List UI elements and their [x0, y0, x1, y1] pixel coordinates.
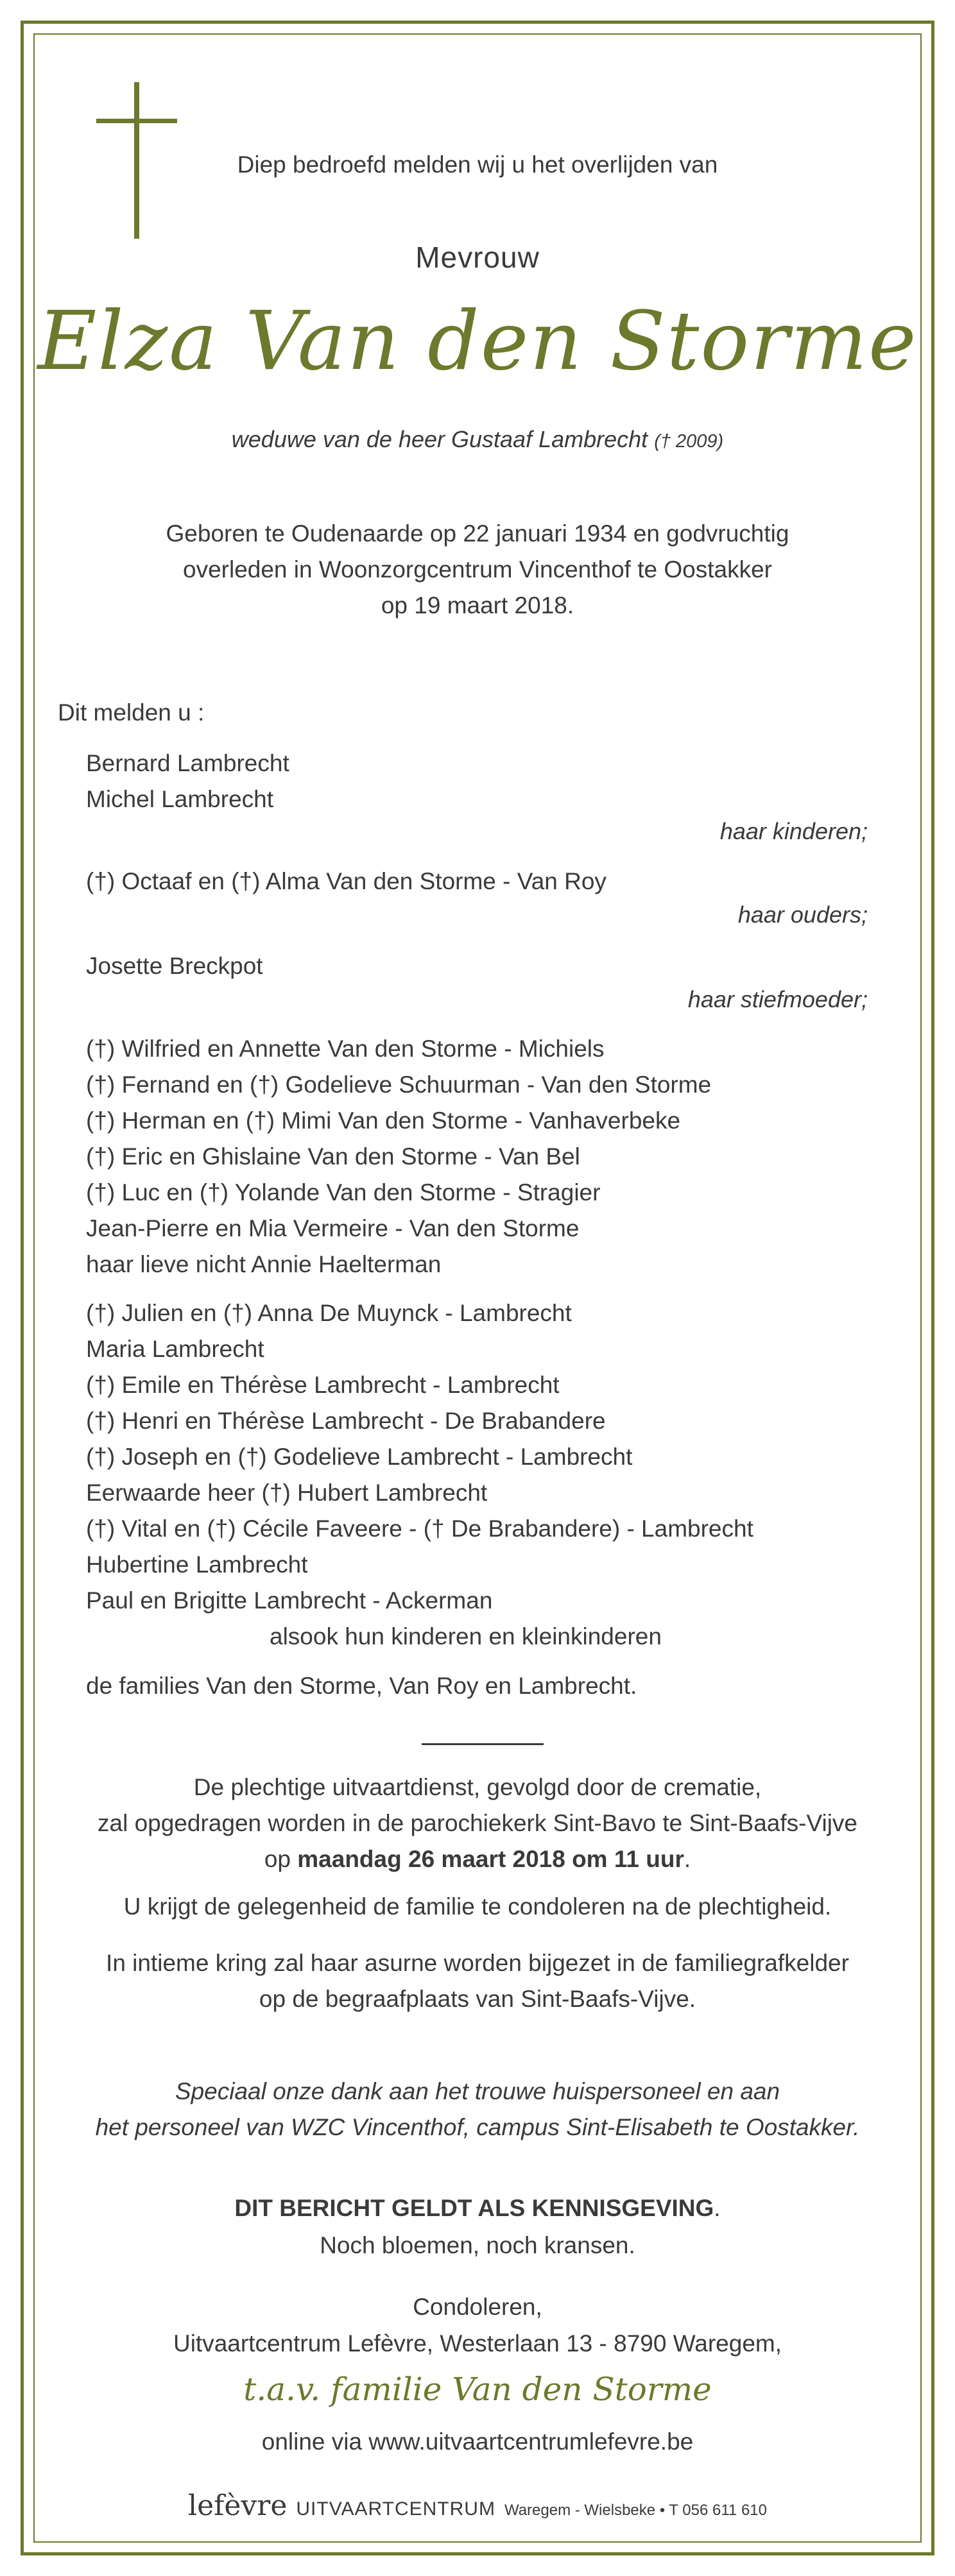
funeral-date: maandag 26 maart 2018 om 11 uur: [297, 1846, 684, 1872]
thanks-line: het personeel van WZC Vincenthof, campus Sint-Elisabeth te Oostakker.: [95, 2114, 860, 2140]
divider: [422, 1743, 544, 1745]
brand-logo: lefèvre: [188, 2489, 288, 2522]
deceased-name: Elza Van den Storme: [37, 294, 918, 388]
inlaws-list: [86, 1295, 882, 1619]
list-item: (†) Eric en Ghislaine Van den Storme - Van Bel: [86, 1143, 580, 1170]
burial-line: op de begraafplaats van Sint-Baafs-Vijve.: [259, 1986, 696, 2012]
online-link[interactable]: online via www.uitvaartcentrumlefevre.be: [261, 2428, 694, 2455]
parents-role: haar ouders;: [737, 901, 868, 928]
funeral-line: De plechtige uitvaartdienst, gevolgd door de crematie,: [193, 1774, 762, 1800]
thanks-block: [33, 2074, 922, 2145]
list-item: Bernard Lambrecht: [86, 750, 289, 776]
brand-subtitle: UITVAARTCENTRUM: [296, 2498, 495, 2520]
title: Mevrouw: [415, 241, 540, 274]
intro-text: Diep bedroefd melden wij u het overlijden van: [237, 151, 718, 178]
footer-logo: [33, 2489, 922, 2522]
parents-list: [86, 864, 882, 900]
condoleren-label: Condoleren,: [413, 2294, 542, 2320]
burial-block: [33, 1945, 922, 2017]
birth-line: op 19 maart 2018.: [381, 592, 574, 618]
list-item: Maria Lambrecht: [86, 1336, 264, 1362]
announce-text: Dit melden u :: [58, 699, 205, 726]
list-item: Michel Lambrecht: [86, 786, 274, 812]
list-item: (†) Wilfried en Annette Van den Storme - Michiels: [86, 1036, 605, 1062]
widow-line: [33, 426, 922, 453]
widow-text: weduwe van de heer Gustaaf Lambrecht: [231, 426, 648, 452]
list-item: (†) Herman en (†) Mimi Van den Storme - Vanhaverbeke: [86, 1107, 681, 1134]
list-item: de families Van den Storme, Van Roy en Lambrecht.: [86, 1673, 637, 1699]
list-item: (†) Octaaf en (†) Alma Van den Storme - Van Roy: [86, 868, 607, 894]
list-item: (†) Julien en (†) Anna De Muynck - Lambrecht: [86, 1300, 572, 1326]
widow-year: († 2009): [654, 431, 724, 452]
list-item: Paul en Brigitte Lambrecht - Ackerman: [86, 1587, 493, 1614]
children-role: haar kinderen;: [719, 818, 868, 844]
list-item: (†) Joseph en (†) Godelieve Lambrecht - Lambrecht: [86, 1444, 633, 1470]
stepmother-role: haar stiefmoeder;: [687, 986, 868, 1012]
stepmother-list: [86, 948, 882, 984]
list-item: (†) Luc en (†) Yolande Van den Storme - Stragier: [86, 1179, 601, 1206]
funeral-date-line: [33, 1841, 922, 1877]
list-item: Eerwaarde heer (†) Hubert Lambrecht: [86, 1480, 488, 1506]
notice-suffix: .: [714, 2195, 721, 2221]
list-item: haar lieve nicht Annie Haelterman: [86, 1251, 442, 1277]
list-item: (†) Vital en (†) Cécile Faveere - († De Brabandere) - Lambrecht: [86, 1515, 753, 1542]
funeral-line: zal opgedragen worden in de parochiekerk Sint-Bavo te Sint-Baafs-Vijve: [98, 1810, 857, 1836]
list-item: Josette Breckpot: [86, 953, 263, 979]
no-flowers-text: Noch bloemen, noch kransen.: [320, 2232, 635, 2258]
siblings-list: [86, 1031, 882, 1283]
notice-text: DIT BERICHT GELDT ALS KENNISGEVING: [234, 2195, 714, 2221]
notice-line: [33, 2190, 922, 2226]
list-item: (†) Emile en Thérèse Lambrecht - Lambrecht: [86, 1372, 560, 1398]
also-line: alsook hun kinderen en kleinkinderen: [270, 1623, 662, 1650]
funeral-date-suffix: .: [684, 1846, 691, 1872]
brand-contact: Waregem - Wielsbeke • T 056 611 610: [504, 2502, 767, 2519]
list-item: Hubertine Lambrecht: [86, 1551, 308, 1578]
list-item: (†) Fernand en (†) Godelieve Schuurman - Van den Storme: [86, 1071, 712, 1098]
birth-line: overleden in Woonzorgcentrum Vincenthof te Oostakker: [183, 556, 772, 583]
birth-line: Geboren te Oudenaarde op 22 januari 1934 en godvruchtig: [166, 520, 789, 547]
condolence-text: U krijgt de gelegenheid de familie te condoleren na de plechtigheid.: [123, 1893, 832, 1920]
inner-border: [33, 33, 922, 2543]
funeral-block: [33, 1770, 922, 1877]
list-item: Jean-Pierre en Mia Vermeire - Van den Storme: [86, 1215, 580, 1241]
families-line: [86, 1668, 882, 1704]
tav-line: t.a.v. familie Van den Storme: [243, 2371, 712, 2408]
list-item: (†) Henri en Thérèse Lambrecht - De Brabandere: [86, 1408, 606, 1434]
birth-block: [33, 516, 922, 624]
condoleren-address: Uitvaartcentrum Lefèvre, Westerlaan 13 - 8790 Waregem,: [173, 2330, 782, 2357]
children-list: [86, 746, 882, 817]
burial-line: In intieme kring zal haar asurne worden bijgezet in de familiegrafkelder: [106, 1950, 849, 1976]
thanks-line: Speciaal onze dank aan het trouwe huispersoneel en aan: [175, 2078, 780, 2104]
funeral-date-prefix: op: [264, 1846, 298, 1872]
